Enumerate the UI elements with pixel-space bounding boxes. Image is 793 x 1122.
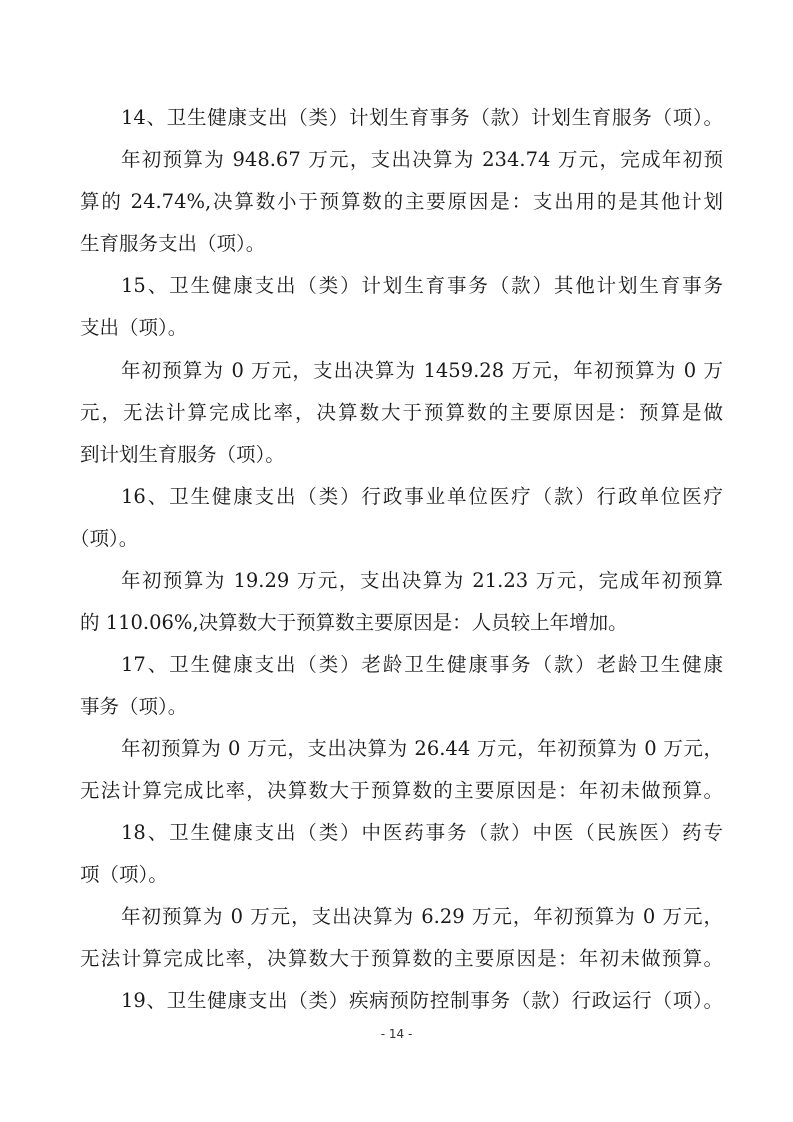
paragraph-line: 年初预算为 0 万元，支出决算为 26.44 万元，年初预算为 0 万元， (121, 737, 723, 760)
paragraph-line: 的 110.06%,决算数大于预算数主要原因是：人员较上年增加。 (80, 611, 628, 634)
heading-item-15-cont: 支出（项）。 (80, 316, 188, 339)
heading-item-18: 18、卫生健康支出（类）中医药事务（款）中医（民族医）药专 (121, 821, 723, 844)
heading-item-19: 19、卫生健康支出（类）疾病预防控制事务（款）行政运行（项）。 (121, 989, 723, 1012)
paragraph-line: 年初预算为 0 万元，支出决算为 6.29 万元，年初预算为 0 万元， (121, 905, 723, 928)
heading-item-18-cont: 项（项）。 (80, 863, 168, 886)
heading-item-16-cont: （项）。 (70, 527, 139, 550)
paragraph-line: 年初预算为 0 万元，支出决算为 1459.28 万元，年初预算为 0 万 (121, 359, 723, 382)
paragraph-line: 算的 24.74%,决算数小于预算数的主要原因是：支出用的是其他计划 (80, 190, 723, 213)
paragraph-line: 年初预算为 19.29 万元，支出决算为 21.23 万元，完成年初预算 (121, 569, 723, 592)
paragraph-line: 到计划生育服务（项）。 (80, 443, 285, 466)
paragraph-line: 元，无法计算完成比率，决算数大于预算数的主要原因是：预算是做 (80, 401, 723, 424)
heading-item-15: 15、卫生健康支出（类）计划生育事务（款）其他计划生育事务 (121, 274, 723, 297)
heading-item-17-cont: 事务（项）。 (80, 695, 188, 718)
paragraph-line: 无法计算完成比率，决算数大于预算数的主要原因是：年初未做预算。 (80, 779, 723, 802)
heading-item-14: 14、卫生健康支出（类）计划生育事务（款）计划生育服务（项）。 (121, 106, 723, 129)
page-number: - 14 - (380, 1027, 413, 1041)
heading-item-17: 17、卫生健康支出（类）老龄卫生健康事务（款）老龄卫生健康 (121, 653, 723, 676)
paragraph-line: 生育服务支出（项）。 (80, 232, 266, 255)
paragraph-line: 无法计算完成比率，决算数大于预算数的主要原因是：年初未做预算。 (80, 947, 723, 970)
heading-item-16: 16、卫生健康支出（类）行政事业单位医疗（款）行政单位医疗 (121, 485, 723, 508)
paragraph-line: 年初预算为 948.67 万元，支出决算为 234.74 万元，完成年初预 (121, 148, 723, 171)
